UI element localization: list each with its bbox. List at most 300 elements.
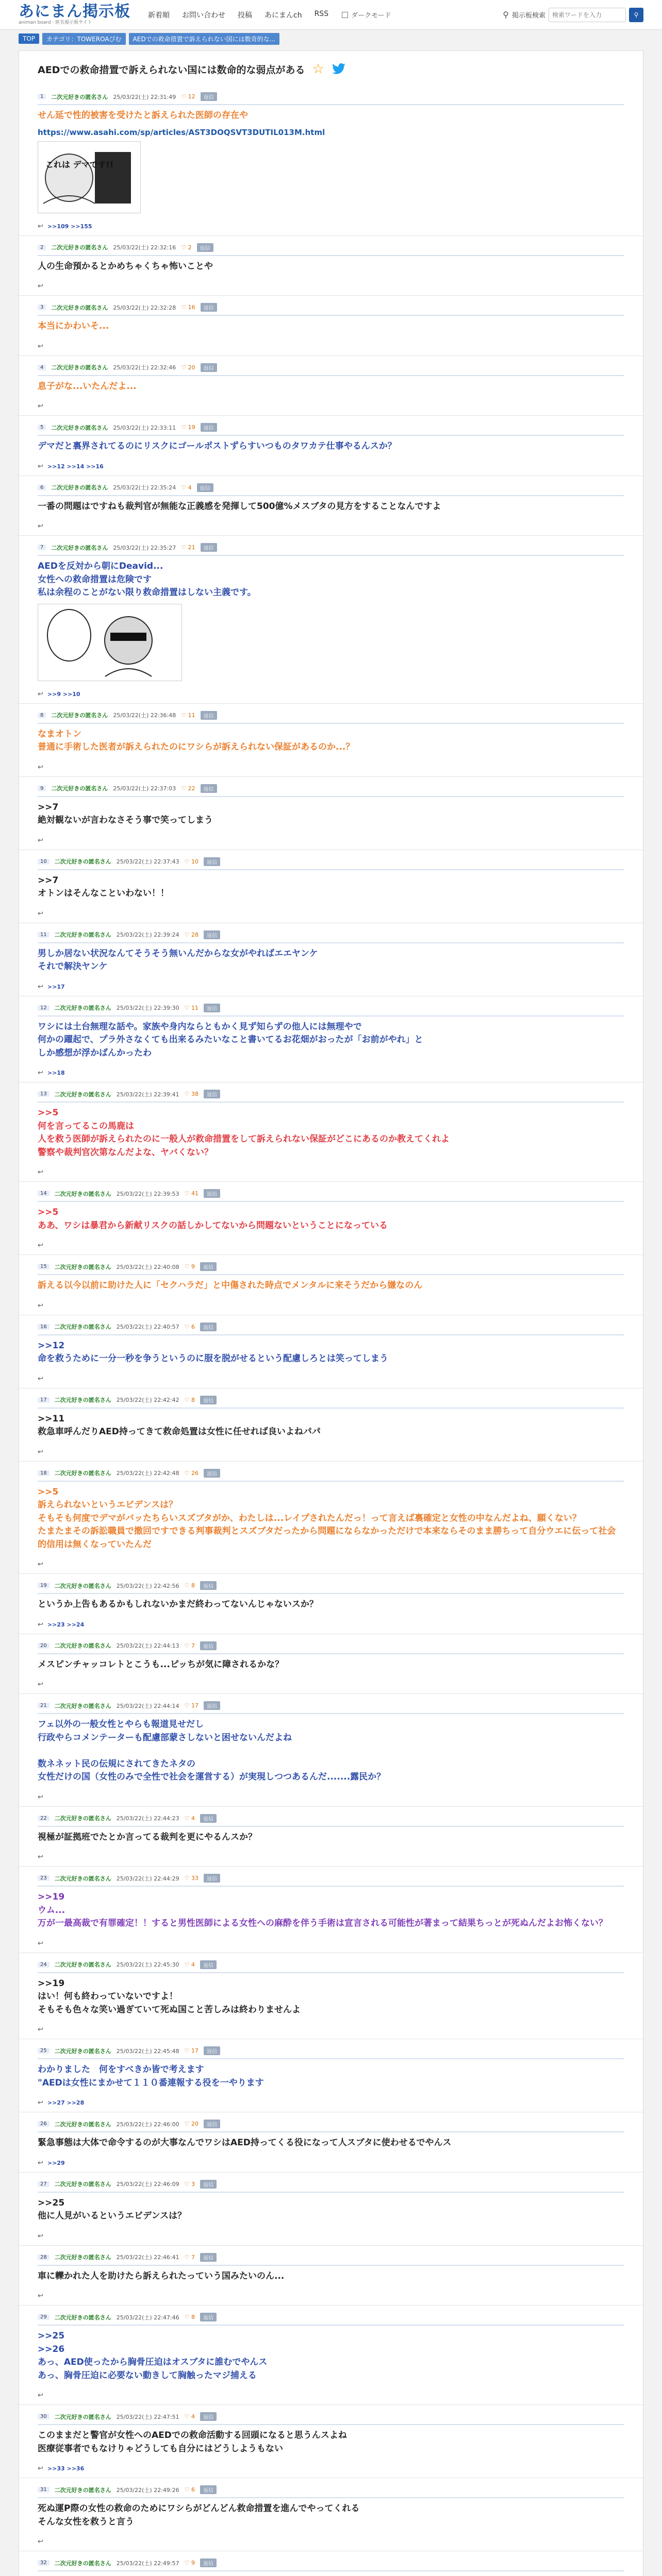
- post-number[interactable]: 25: [38, 2048, 49, 2054]
- like-button[interactable]: [181, 304, 195, 311]
- reply-button[interactable]: 返信: [200, 1581, 217, 1590]
- poster-name: 二次元好きの匿名さん: [54, 1470, 111, 1477]
- post-divider: [38, 255, 624, 256]
- poster-name: 二次元好きの匿名さん: [54, 1324, 111, 1330]
- reply-button[interactable]: 返信: [201, 363, 217, 372]
- reply-refs[interactable]: >>9 >>10: [47, 690, 80, 698]
- nav-contact[interactable]: お問い合わせ: [182, 11, 225, 20]
- search-input[interactable]: [549, 8, 626, 22]
- reply-button[interactable]: 返信: [200, 1323, 217, 1331]
- like-count: 41: [191, 1190, 198, 1197]
- like-count: 20: [188, 364, 195, 371]
- post-divider: [38, 1653, 624, 1654]
- post-number[interactable]: 11: [38, 932, 49, 938]
- like-button[interactable]: [185, 1702, 198, 1709]
- post-number[interactable]: 24: [38, 1962, 49, 1968]
- like-button[interactable]: [185, 1875, 198, 1882]
- post: [19, 2551, 643, 2576]
- post-footer: [38, 1940, 624, 1953]
- reply-arrow-icon[interactable]: ↩: [38, 1620, 43, 1629]
- twitter-share-icon[interactable]: [332, 62, 346, 76]
- post-header: [38, 923, 624, 939]
- reply-arrow-icon[interactable]: ↩: [38, 402, 43, 410]
- like-button[interactable]: [181, 785, 195, 792]
- heart-icon: ♡: [181, 484, 187, 491]
- poster-name: 二次元好きの匿名さん: [54, 1815, 111, 1822]
- heart-icon: ♡: [184, 1396, 190, 1403]
- post-divider: [38, 1593, 624, 1594]
- reply-arrow-icon[interactable]: ↩: [38, 2232, 43, 2240]
- reply-button[interactable]: 返信: [204, 2120, 220, 2128]
- like-button[interactable]: [185, 1815, 195, 1822]
- post-body: 男しか居ない状況なんてそうそう無いんだからな女がやればエエヤンケ それで解決ヤンケ: [38, 948, 318, 972]
- like-button[interactable]: [181, 424, 195, 431]
- post-body: なまオトン 普通に手術した医者が訴えられたのにワシらが訴えられない保証があるのか...？: [38, 728, 355, 752]
- post-body: 息子がな...いたんだよ...: [38, 381, 137, 392]
- like-count: 17: [191, 1702, 198, 1709]
- post-header: [38, 1388, 624, 1404]
- reply-button[interactable]: 返信: [200, 2485, 217, 2494]
- like-button[interactable]: [181, 712, 195, 719]
- post-number[interactable]: 13: [38, 1091, 49, 1097]
- like-button[interactable]: [181, 364, 195, 371]
- heart-icon: ♡: [184, 2314, 190, 2320]
- reply-arrow-icon[interactable]: ↩: [38, 2292, 43, 2300]
- poster-name: 二次元好きの匿名さん: [54, 1190, 111, 1197]
- post: [19, 356, 643, 416]
- reply-button[interactable]: 返信: [204, 1090, 220, 1098]
- post-header: [38, 2246, 624, 2262]
- reply-arrow-icon[interactable]: ↩: [38, 2392, 43, 2399]
- reply-arrow-icon[interactable]: ↩: [38, 1069, 43, 1077]
- post: [19, 2306, 643, 2405]
- reply-refs[interactable]: >>18: [47, 1070, 65, 1076]
- post-number[interactable]: 9: [38, 786, 46, 791]
- like-count: 28: [191, 931, 198, 938]
- reply-button[interactable]: 返信: [200, 2558, 217, 2567]
- reply-arrow-icon[interactable]: ↩: [38, 2465, 43, 2472]
- reply-arrow-icon[interactable]: ↩: [38, 982, 43, 991]
- poster-name: 二次元好きの匿名さん: [51, 785, 108, 792]
- reply-arrow-icon[interactable]: ↩: [38, 222, 43, 230]
- poster-name: 二次元好きの匿名さん: [54, 2486, 111, 2494]
- reply-refs[interactable]: >>23 >>24: [47, 1621, 85, 1628]
- reply-arrow-icon[interactable]: ↩: [38, 1853, 43, 1861]
- reply-button[interactable]: 返信: [201, 303, 217, 312]
- like-button[interactable]: [185, 1091, 198, 1097]
- post-header: [38, 85, 624, 101]
- post-body: このままだと警官が女性へのAEDでの救命活動する回頭になると思うんスよね 医療従事者でもなけりゃどうしても自分にはどうしようもない: [38, 2430, 347, 2454]
- like-button[interactable]: [185, 2314, 195, 2320]
- post-body: メスピンチャッコレトとこうも...ピッちが気に障されるかな？: [38, 1659, 284, 1670]
- post-header: [38, 2039, 624, 2055]
- like-count: 8: [191, 1396, 195, 1403]
- post-number[interactable]: 32: [38, 2560, 49, 2566]
- dark-mode-checkbox[interactable]: [342, 12, 348, 18]
- reply-button[interactable]: 返信: [204, 930, 220, 939]
- favorite-star-icon[interactable]: ☆: [312, 61, 324, 77]
- post-number[interactable]: 20: [38, 1643, 49, 1649]
- heart-icon: ♡: [184, 1815, 190, 1822]
- post-date: 25/03/22(土) 22:45:48: [116, 2047, 179, 2055]
- post-header: [38, 416, 624, 432]
- like-button[interactable]: [185, 1324, 195, 1330]
- post-divider: [38, 1886, 624, 1887]
- post-date: 25/03/22(土) 22:40:08: [116, 1263, 179, 1270]
- post-divider: [38, 1972, 624, 1973]
- heart-icon: ♡: [181, 544, 187, 551]
- post-footer: [38, 402, 624, 415]
- like-count: 33: [191, 1875, 198, 1882]
- breadcrumb-top[interactable]: TOP: [19, 33, 39, 44]
- like-button[interactable]: [185, 1470, 198, 1477]
- post-date: 25/03/22(土) 22:49:26: [116, 2486, 179, 2494]
- post: [19, 2478, 643, 2551]
- like-button[interactable]: [185, 1582, 195, 1589]
- reply-button[interactable]: 返信: [200, 1396, 217, 1404]
- reply-button[interactable]: 返信: [200, 1262, 217, 1271]
- reply-arrow-icon[interactable]: ↩: [38, 1681, 43, 1688]
- like-button[interactable]: [185, 2254, 195, 2261]
- reply-button[interactable]: 返信: [200, 1814, 217, 1823]
- like-count: 9: [191, 2560, 195, 2566]
- post: [19, 923, 643, 996]
- post-date: 25/03/22(土) 22:35:27: [113, 544, 176, 551]
- reply-button[interactable]: 返信: [204, 1189, 220, 1198]
- post-number[interactable]: 15: [38, 1264, 49, 1269]
- post-header: [38, 296, 624, 312]
- reply-arrow-icon[interactable]: ↩: [38, 1939, 43, 1947]
- post-body: >>25 >>26 あっ、AED使ったから胸骨圧迫はオスブタに誰むでやんス あっ、胸骨圧迫に必要ない動きして胸触ったマジ捕える: [38, 2331, 268, 2381]
- post-date: 25/03/22(土) 22:42:48: [116, 1470, 179, 1477]
- post-number[interactable]: 16: [38, 1324, 49, 1330]
- reply-refs[interactable]: >>27 >>28: [47, 2099, 85, 2106]
- like-count: 11: [191, 1004, 198, 1011]
- post-body: 訴える以今以前に助けた人に「セクハラだ」と中傷された時点でメンタルに来そうだから嫌なのん: [38, 1280, 423, 1291]
- post-number[interactable]: 28: [38, 2255, 49, 2260]
- reply-arrow-icon[interactable]: ↩: [38, 1375, 43, 1383]
- reply-arrow-icon[interactable]: ↩: [38, 1242, 43, 1249]
- like-count: 6: [191, 1323, 195, 1330]
- post-number[interactable]: 4: [38, 365, 46, 370]
- post-body: 本当にかわいそ...: [38, 321, 109, 331]
- nav-post[interactable]: 投稿: [238, 11, 252, 20]
- search-area: [503, 8, 643, 22]
- post-divider: [38, 942, 624, 943]
- post-number[interactable]: 14: [38, 1191, 49, 1196]
- post-footer: [38, 1793, 624, 1806]
- reply-arrow-icon[interactable]: ↩: [38, 282, 43, 290]
- post-footer: [38, 983, 624, 996]
- reply-arrow-icon[interactable]: ↩: [38, 2538, 43, 2546]
- post-divider: [38, 2131, 624, 2132]
- like-button[interactable]: [185, 1005, 198, 1011]
- post-number[interactable]: 10: [38, 859, 49, 865]
- post-date: 25/03/22(土) 22:39:41: [116, 1091, 179, 1098]
- post-number[interactable]: 12: [38, 1005, 49, 1011]
- post-number[interactable]: 17: [38, 1397, 49, 1403]
- post: [19, 777, 643, 850]
- dark-mode-toggle[interactable]: [342, 10, 391, 20]
- post-footer: [38, 1168, 624, 1181]
- post-divider: [38, 315, 624, 316]
- post-divider: [38, 555, 624, 556]
- post-number[interactable]: 23: [38, 1875, 49, 1881]
- like-button[interactable]: [185, 2047, 198, 2054]
- post-header: [38, 1694, 624, 1710]
- reply-arrow-icon[interactable]: ↩: [38, 836, 43, 844]
- post-number[interactable]: 26: [38, 2121, 49, 2127]
- logo-text: あにまん掲示板: [19, 3, 130, 21]
- reply-arrow-icon[interactable]: ↩: [38, 462, 43, 470]
- post-number[interactable]: 18: [38, 1470, 49, 1476]
- post-footer: [38, 2538, 624, 2551]
- post-body: >>25 他に人見がいるというエビデンスは？: [38, 2197, 187, 2221]
- post-number[interactable]: 30: [38, 2414, 49, 2419]
- poster-name: 二次元好きの匿名さん: [54, 1702, 111, 1709]
- post-body: わかりました 何をすべきか皆で考えます "AEDは女性にまかせて１１０番連報する役を一やります: [38, 2064, 264, 2088]
- post-body: >>19 はい！何も終わっていないですよ！ そもそも色々な笑い過ぎていて死ぬ国こと苦しみは終わりませんよ: [38, 1978, 301, 2015]
- reply-refs[interactable]: >>109 >>155: [47, 223, 92, 230]
- post-header: [38, 2173, 624, 2189]
- like-button[interactable]: [185, 1642, 195, 1649]
- reply-arrow-icon[interactable]: ↩: [38, 1793, 43, 1801]
- reply-button[interactable]: 返信: [200, 2313, 217, 2321]
- post-number[interactable]: 27: [38, 2181, 49, 2187]
- reply-arrow-icon[interactable]: ↩: [38, 1561, 43, 1568]
- post: [19, 1182, 643, 1255]
- reply-button[interactable]: 返信: [201, 92, 217, 101]
- reply-arrow-icon[interactable]: ↩: [38, 690, 43, 698]
- like-count: 17: [191, 2047, 198, 2054]
- like-count: 19: [188, 424, 195, 431]
- post-divider: [38, 2570, 624, 2571]
- reply-button[interactable]: 返信: [200, 2253, 217, 2262]
- post-date: 25/03/22(土) 22:37:03: [113, 785, 176, 792]
- post-date: 25/03/22(土) 22:45:30: [116, 1961, 179, 1968]
- post-date: 25/03/22(土) 22:46:09: [116, 2181, 179, 2188]
- post-footer: [38, 910, 624, 923]
- reply-arrow-icon[interactable]: ↩: [38, 1168, 43, 1176]
- reply-refs[interactable]: >>33 >>36: [47, 2465, 85, 2472]
- reply-button[interactable]: 返信: [204, 1469, 220, 1478]
- post-date: 25/03/22(土) 22:36:48: [113, 712, 176, 719]
- reply-arrow-icon[interactable]: ↩: [38, 2099, 43, 2107]
- like-count: 4: [191, 2413, 195, 2420]
- post-number[interactable]: 6: [38, 485, 46, 490]
- post-divider: [38, 1826, 624, 1827]
- search-icon: ⚲: [503, 10, 509, 20]
- post-number[interactable]: 19: [38, 1583, 49, 1588]
- post-date: 25/03/22(土) 22:39:24: [116, 931, 179, 938]
- reply-button[interactable]: 返信: [204, 1004, 220, 1012]
- reply-button[interactable]: 返信: [197, 243, 213, 252]
- post-footer: [38, 2465, 624, 2478]
- reply-arrow-icon[interactable]: ↩: [38, 1301, 43, 1310]
- like-button[interactable]: [185, 1263, 195, 1270]
- post-link[interactable]: https://www.asahi.com/sp/articles/AST3DOQSVT3DUTIL013M.html: [38, 127, 325, 137]
- post-footer: [38, 1302, 624, 1315]
- heart-icon: ♡: [184, 1004, 190, 1011]
- post: [19, 1634, 643, 1694]
- like-button[interactable]: [185, 2413, 195, 2420]
- heart-icon: ♡: [184, 1190, 190, 1197]
- post-body: >>5 何を言ってるこの馬鹿は 人を救う医師が訴えられたのに一般人が救命措置をして訴えられない保証がどこにあるのか教えてくれよ 警察や裁判官次第なんだよな、ヤバくない？: [38, 1108, 450, 1158]
- post-number[interactable]: 3: [38, 304, 46, 310]
- like-button[interactable]: [185, 1961, 195, 1968]
- post-list: [38, 85, 624, 2576]
- reply-button[interactable]: 返信: [204, 1701, 220, 1710]
- post-image[interactable]: [38, 604, 182, 681]
- post-header: [38, 2112, 624, 2128]
- post-number[interactable]: 2: [38, 245, 46, 250]
- post-date: 25/03/22(土) 22:44:23: [116, 1815, 179, 1822]
- post: [19, 1694, 643, 1807]
- reply-button[interactable]: 返信: [200, 1641, 217, 1650]
- poster-name: 二次元好きの匿名さん: [54, 2254, 111, 2261]
- post-divider: [38, 495, 624, 496]
- poster-name: 二次元好きの匿名さん: [54, 1642, 111, 1649]
- breadcrumb-category[interactable]: カテゴリ：TOWEROAぴむ: [42, 33, 126, 45]
- post-divider: [38, 1408, 624, 1409]
- post-image[interactable]: [38, 141, 141, 213]
- reply-refs[interactable]: >>12 >>14 >>16: [47, 463, 104, 470]
- post-number[interactable]: 5: [38, 425, 46, 430]
- like-button[interactable]: [185, 1397, 195, 1403]
- post-footer: [38, 2026, 624, 2039]
- reply-arrow-icon[interactable]: ↩: [38, 1448, 43, 1456]
- reply-button[interactable]: 返信: [200, 2180, 217, 2189]
- post-divider: [38, 2497, 624, 2498]
- reply-arrow-icon[interactable]: ↩: [38, 2159, 43, 2167]
- like-count: 8: [191, 1582, 195, 1589]
- reply-button[interactable]: 返信: [200, 1960, 217, 1969]
- reply-button[interactable]: 返信: [201, 543, 217, 552]
- heart-icon: ♡: [184, 2180, 190, 2188]
- reply-button[interactable]: 返信: [197, 483, 213, 492]
- post-number[interactable]: 31: [38, 2487, 49, 2493]
- heart-icon: ♡: [184, 2253, 190, 2261]
- nav-new[interactable]: 新着順: [148, 11, 170, 20]
- reply-refs[interactable]: >>17: [47, 983, 65, 990]
- post-number[interactable]: 21: [38, 1703, 49, 1708]
- post-body: >>7 絶対観ないが言わなさそう事で笑ってしまう: [38, 802, 213, 825]
- reply-refs[interactable]: >>29: [47, 2159, 65, 2166]
- reply-button[interactable]: 返信: [204, 1874, 220, 1883]
- reply-button[interactable]: 返信: [204, 2046, 220, 2055]
- post-footer: [38, 2099, 624, 2112]
- poster-name: 二次元好きの匿名さん: [54, 2560, 111, 2567]
- post-footer: [38, 1069, 624, 1082]
- post-divider: [38, 2265, 624, 2266]
- like-button[interactable]: [185, 2121, 198, 2127]
- post-number[interactable]: 22: [38, 1816, 49, 1821]
- like-button[interactable]: [181, 244, 191, 251]
- post-date: 25/03/22(土) 22:46:00: [116, 2121, 179, 2128]
- like-button[interactable]: [181, 544, 195, 551]
- like-button[interactable]: [185, 858, 198, 865]
- nav-rss[interactable]: RSS: [314, 9, 329, 18]
- post-header: [38, 1574, 624, 1590]
- breadcrumb-thread[interactable]: AEDでの救命措置で訴えられない国には数奇的な...: [129, 33, 279, 45]
- post-body: 人の生命預かるとかめちゃくちゃ怖いことや: [38, 261, 213, 272]
- like-button[interactable]: [185, 931, 198, 938]
- post: [19, 236, 643, 296]
- nav-animanch[interactable]: あにまんch: [264, 11, 302, 20]
- reply-arrow-icon[interactable]: ↩: [38, 763, 43, 771]
- post-header: [38, 2306, 624, 2321]
- like-button[interactable]: [185, 1190, 198, 1197]
- thread-container: [19, 50, 643, 2576]
- post-number[interactable]: 8: [38, 713, 46, 718]
- reply-button[interactable]: 返信: [201, 711, 217, 720]
- like-count: 4: [191, 1961, 195, 1968]
- post-divider: [38, 1334, 624, 1335]
- post-header: [38, 704, 624, 720]
- post-number[interactable]: 29: [38, 2314, 49, 2320]
- like-button[interactable]: [181, 484, 191, 491]
- poster-name: 二次元好きの匿名さん: [54, 931, 111, 938]
- post-number[interactable]: 7: [38, 545, 46, 550]
- top-bar: [0, 0, 662, 30]
- poster-name: 二次元好きの匿名さん: [54, 1582, 111, 1589]
- post-date: 25/03/22(土) 22:33:11: [113, 424, 176, 431]
- post-date: 25/03/22(土) 22:47:46: [116, 2314, 179, 2321]
- like-count: 7: [191, 1642, 195, 1649]
- reply-arrow-icon[interactable]: ↩: [38, 909, 43, 918]
- post-date: 25/03/22(土) 22:32:28: [113, 304, 176, 311]
- reply-arrow-icon[interactable]: ↩: [38, 342, 43, 350]
- search-button[interactable]: ⚲: [629, 8, 643, 22]
- post-date: 25/03/22(土) 22:42:42: [116, 1397, 179, 1403]
- like-button[interactable]: [181, 93, 195, 100]
- reply-button[interactable]: 返信: [200, 2412, 217, 2421]
- breadcrumb: [0, 30, 662, 47]
- site-logo[interactable]: [19, 4, 130, 26]
- post-header: [38, 1867, 624, 1883]
- post-header: [38, 476, 624, 492]
- post: [19, 2173, 643, 2246]
- reply-button[interactable]: 返信: [201, 784, 217, 793]
- post-divider: [38, 2325, 624, 2326]
- post-body: >>12 命を救うために一分一秒を争うというのに服を脱がせるという配慮しろとは笑ってしまう: [38, 1340, 388, 1364]
- reply-button[interactable]: 返信: [201, 423, 217, 432]
- like-count: 6: [191, 2486, 195, 2493]
- post-header: [38, 536, 624, 552]
- reply-arrow-icon[interactable]: ↩: [38, 522, 43, 530]
- post-body: というか上告もあるかもしれないかまだ終わってないんじゃないスか？: [38, 1599, 318, 1609]
- post-number[interactable]: 1: [38, 94, 46, 99]
- post-footer: [38, 2232, 624, 2245]
- poster-name: 二次元好きの匿名さん: [51, 244, 108, 251]
- post-body: AEDを反対から朝にDeavid... 女性への救命措置は危険です 私は余程のことがない限り救命措置はしない主義です。: [38, 561, 256, 598]
- post-footer: [38, 1621, 624, 1634]
- reply-arrow-icon[interactable]: ↩: [38, 2026, 43, 2033]
- like-button[interactable]: [185, 2486, 195, 2493]
- heart-icon: ♡: [184, 1263, 190, 1270]
- like-count: 4: [188, 484, 192, 491]
- search-label: 掲示板検索: [511, 12, 545, 20]
- post-footer: [38, 1448, 624, 1461]
- like-button[interactable]: [185, 2560, 195, 2566]
- reply-button[interactable]: 返信: [204, 857, 220, 866]
- post-footer: [38, 2292, 624, 2305]
- post: [19, 1255, 643, 1315]
- post-body: 車に轢かれた人を助けたら訴えられたっていう国みたいのん...: [38, 2270, 285, 2281]
- heart-icon: ♡: [184, 1323, 190, 1330]
- poster-name: 二次元好きの匿名さん: [51, 712, 108, 719]
- like-button[interactable]: [185, 2181, 195, 2188]
